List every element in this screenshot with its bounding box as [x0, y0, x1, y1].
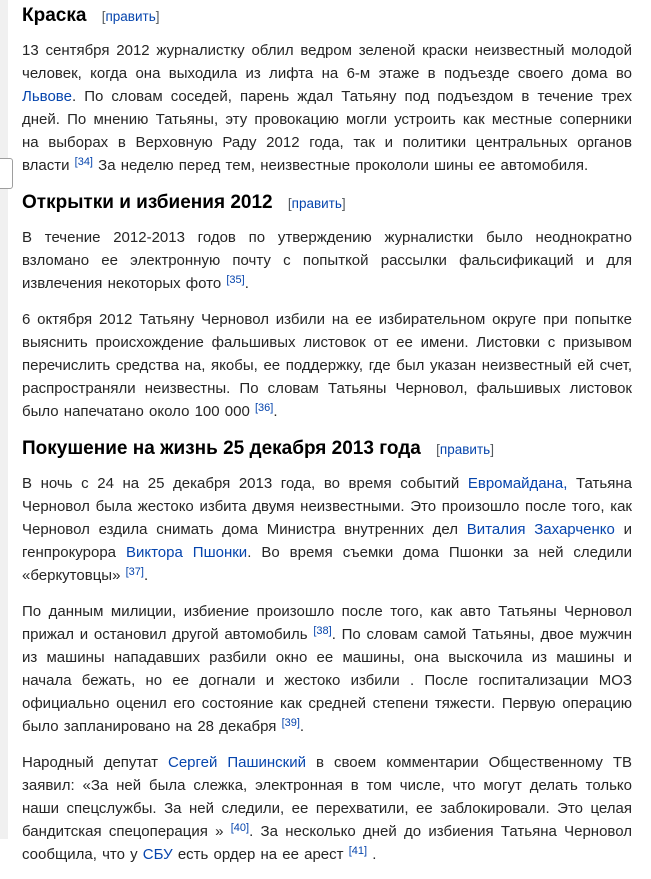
reference-link[interactable]: [37] — [125, 566, 144, 579]
text-run: В течение 2012-2013 годов по утверждению журналистки было неоднократно взломано ее электронную почту с попыткой рассылки фальсификаций и для извлечения некоторых фото — [22, 229, 632, 292]
article-content — [22, 0, 632, 879]
edit-link[interactable]: править — [291, 196, 342, 211]
reference-link[interactable]: [34] — [74, 156, 93, 169]
text-run: Народный депутат — [22, 754, 168, 771]
wiki-link[interactable]: Виктора Пшонки — [125, 544, 248, 561]
reference-marker — [226, 274, 244, 286]
text-run: . — [273, 403, 278, 420]
text-run: и генпрокурора — [22, 521, 633, 561]
reference-link[interactable]: [40] — [230, 822, 250, 835]
text-run: За неделю перед тем, неизвестные прокололи шины ее автомобиля. — [93, 157, 589, 174]
section-heading — [22, 438, 632, 461]
wiki-link[interactable]: Евромайдана, — [467, 475, 568, 492]
reference-marker — [255, 402, 273, 414]
paragraph — [22, 308, 632, 423]
text-run: Татьяна Черновол была жестоко избита двумя неизвестными. Это произошло после того, как Черновол ездила снимать дома Министра внутренних дел — [22, 475, 632, 538]
section-heading-text: Покушение на жизнь 25 декабря 2013 года — [22, 438, 421, 459]
paragraph — [22, 226, 632, 295]
wiki-link[interactable]: Львове — [22, 88, 72, 105]
reference-marker — [126, 566, 144, 578]
paragraph — [22, 472, 632, 587]
reference-marker — [313, 625, 331, 637]
reference-link[interactable]: [39] — [281, 717, 300, 730]
text-run: 13 сентября 2012 журналистку облил ведром зеленой краски неизвестный молодой человек, когда она выходила из лифта на 6-м этаже в подъезде своего дома во — [22, 42, 632, 82]
edit-bracket-close: ] — [155, 9, 160, 24]
section-heading-text: Краска — [22, 5, 87, 26]
text-run: . За несколько дней до избиения Татьяна Черновол сообщила, что у — [22, 823, 632, 863]
paragraph — [22, 751, 632, 866]
paragraph — [22, 39, 632, 177]
reference-link[interactable]: [36] — [254, 402, 274, 415]
reference-link[interactable]: [38] — [313, 625, 332, 638]
section-kraska — [22, 5, 632, 177]
edit-bracket-close: ] — [341, 196, 346, 211]
text-run: По данным милиции, избиение произошло после того, как авто Татьяны Черновол прижал и остановил другой автомобиль — [22, 603, 632, 643]
reference-marker — [282, 717, 300, 729]
text-run: в своем комментарии Общественному ТВ заявил: «За ней была слежка, электронная в том числе, что могут делать только наши спецслужбы. За ней следили, ее перехватили, ее заблокировали. Это целая бандитская спецоперация » — [22, 754, 633, 840]
edit-link[interactable]: править — [439, 442, 491, 457]
reference-link[interactable]: [35] — [226, 274, 245, 287]
text-run: . По словам соседей, парень ждал Татьяну под подъездом в течение трех дней. По мнению Татьяны, эту провокацию могли устроить как местные соперники на выборах в Верховную Раду 2012 года, так и политики центральных органов власти — [22, 88, 632, 174]
page-left-gutter — [0, 0, 8, 839]
text-run: . — [244, 275, 249, 292]
text-run: . — [143, 567, 149, 584]
text-run: . Во время съемки дома Пшонки за ней следили «беркутовцы» — [22, 544, 632, 584]
text-run: . — [299, 718, 305, 735]
reference-marker — [75, 156, 93, 168]
section-otkrytki-i-izbieniya-2012 — [22, 192, 632, 423]
wiki-link[interactable]: Сергей Пашинский — [168, 754, 307, 771]
text-run: 6 октября 2012 Татьяну Черновол избили на ее избирательном округе при попытке выяснить происхождение фальшивых листовок от ее имени. Листовки с призывом перечислить средства на, якобы, ее поддержку, где был указан неизвестный ей счет, распространяли неизвестны. По словам Татьяны Черновол, фальшивых листовок было напечатано около 100 000 — [22, 311, 632, 420]
edit-section — [288, 196, 346, 211]
text-run: есть ордер на ее арест — [172, 846, 349, 863]
edit-bracket-open: [ — [101, 9, 106, 24]
section-heading — [22, 5, 632, 28]
section-heading — [22, 192, 632, 215]
edit-bracket-open: [ — [436, 442, 440, 457]
edit-link[interactable]: править — [105, 9, 156, 24]
reference-marker — [349, 845, 367, 857]
section-pokushenie-na-zhizn — [22, 438, 632, 866]
text-run: . По словам самой Татьяны, двое мужчин из машины нападавших разбили окно ее машины, она выскочила из машины и начала бежать, но ее догнали и жестоко избили . После госпитализации МОЗ официально оценил его состояние как средней степени тяжести. Первую операцию было запланировано на 28 декабря — [22, 626, 632, 735]
wiki-link[interactable]: Виталия Захарченко — [466, 521, 615, 538]
partial-ui-box — [0, 158, 13, 189]
text-run: . — [367, 846, 377, 863]
edit-bracket-open: [ — [287, 196, 292, 211]
text-run: В ночь с 24 на 25 декабря 2013 года, во время событий — [22, 475, 468, 492]
paragraph — [22, 600, 632, 738]
edit-section — [102, 9, 160, 24]
wiki-link[interactable]: СБУ — [142, 846, 173, 863]
edit-section — [436, 442, 494, 457]
reference-marker — [231, 822, 249, 834]
edit-bracket-close: ] — [490, 442, 494, 457]
reference-link[interactable]: [41] — [348, 845, 368, 858]
section-heading-text: Открытки и избиения 2012 — [22, 192, 273, 213]
